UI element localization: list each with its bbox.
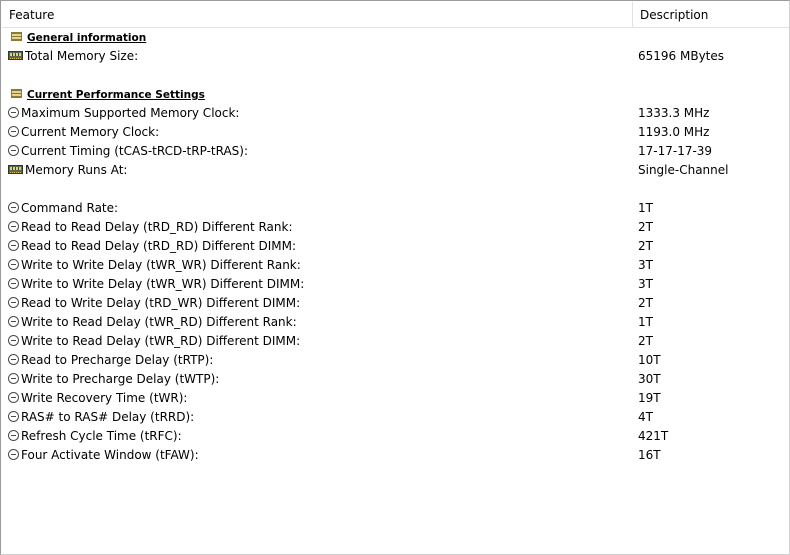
section-icon bbox=[11, 89, 22, 98]
list-item[interactable] bbox=[2, 446, 789, 465]
feature-cell bbox=[8, 351, 213, 370]
list-item[interactable] bbox=[2, 370, 789, 389]
list-item[interactable] bbox=[2, 351, 789, 370]
feature-cell bbox=[8, 218, 293, 237]
feature-cell bbox=[8, 370, 219, 389]
memory-module-icon bbox=[8, 165, 23, 174]
feature-cell bbox=[8, 161, 127, 180]
section-icon bbox=[11, 32, 22, 41]
section-label bbox=[8, 28, 146, 47]
list-item[interactable] bbox=[2, 47, 789, 66]
feature-label: Write to Write Delay (tWR_WR) Different DIMM: bbox=[21, 277, 305, 291]
feature-label: RAS# to RAS# Delay (tRRD): bbox=[21, 410, 195, 424]
timing-circle-icon bbox=[8, 354, 19, 365]
list-item[interactable] bbox=[2, 161, 789, 180]
feature-cell bbox=[8, 408, 194, 427]
description-value: 3T bbox=[638, 258, 653, 272]
description-value: 10T bbox=[638, 353, 661, 367]
description-value: 2T bbox=[638, 239, 653, 253]
feature-cell bbox=[8, 427, 182, 446]
feature-cell bbox=[8, 389, 187, 408]
timing-circle-icon bbox=[8, 449, 19, 460]
section-header-row[interactable] bbox=[2, 85, 789, 104]
timing-circle-icon bbox=[8, 107, 19, 118]
column-header-bar bbox=[2, 2, 789, 28]
feature-cell bbox=[8, 332, 300, 351]
feature-cell bbox=[8, 313, 297, 332]
list-item[interactable] bbox=[2, 218, 789, 237]
feature-cell bbox=[8, 237, 296, 256]
description-value: 2T bbox=[638, 296, 653, 310]
list-item[interactable] bbox=[2, 313, 789, 332]
description-value: 30T bbox=[638, 372, 661, 386]
feature-label: Write to Read Delay (tWR_RD) Different Rank: bbox=[21, 315, 297, 329]
section-title: Current Performance Settings bbox=[27, 89, 205, 101]
feature-label: Read to Read Delay (tRD_RD) Different DIMM: bbox=[21, 239, 296, 253]
feature-label: Four Activate Window (tFAW): bbox=[21, 448, 199, 462]
description-value: 65196 MBytes bbox=[638, 49, 725, 63]
feature-cell bbox=[8, 123, 159, 142]
description-value: 17-17-17-39 bbox=[638, 144, 713, 158]
list-item[interactable] bbox=[2, 237, 789, 256]
timing-circle-icon bbox=[8, 392, 19, 403]
list-item[interactable] bbox=[2, 332, 789, 351]
description-value: 3T bbox=[638, 277, 653, 291]
description-value: 4T bbox=[638, 410, 653, 424]
description-value: 1193.0 MHz bbox=[638, 125, 710, 139]
description-value: 2T bbox=[638, 220, 653, 234]
feature-cell bbox=[8, 294, 300, 313]
section-header-row[interactable] bbox=[2, 28, 789, 47]
feature-label: Refresh Cycle Time (tRFC): bbox=[21, 429, 182, 443]
list-spacer-row bbox=[2, 66, 789, 85]
section-label bbox=[8, 85, 205, 104]
feature-label: Memory Runs At: bbox=[25, 163, 128, 177]
list-item[interactable] bbox=[2, 123, 789, 142]
feature-label: Write to Precharge Delay (tWTP): bbox=[21, 372, 220, 386]
list-item[interactable] bbox=[2, 427, 789, 446]
list-item[interactable] bbox=[2, 142, 789, 161]
list-spacer-row bbox=[2, 180, 789, 199]
feature-cell bbox=[8, 256, 301, 275]
feature-cell bbox=[8, 47, 138, 66]
timing-circle-icon bbox=[8, 278, 19, 289]
description-value: 421T bbox=[638, 429, 669, 443]
column-header-feature[interactable]: Feature bbox=[9, 8, 55, 22]
description-value: 1T bbox=[638, 315, 653, 329]
feature-label: Current Timing (tCAS-tRCD-tRP-tRAS): bbox=[21, 144, 249, 158]
memory-module-icon bbox=[8, 51, 23, 60]
timing-circle-icon bbox=[8, 202, 19, 213]
feature-label: Read to Write Delay (tRD_WR) Different DIMM: bbox=[21, 296, 301, 310]
feature-label: Write Recovery Time (tWR): bbox=[21, 391, 188, 405]
list-item[interactable] bbox=[2, 389, 789, 408]
list-item[interactable] bbox=[2, 408, 789, 427]
feature-label: Read to Precharge Delay (tRTP): bbox=[21, 353, 214, 367]
timing-circle-icon bbox=[8, 335, 19, 346]
feature-label: Write to Read Delay (tWR_RD) Different DIMM: bbox=[21, 334, 301, 348]
feature-cell bbox=[8, 142, 248, 161]
list-item[interactable] bbox=[2, 256, 789, 275]
timing-circle-icon bbox=[8, 259, 19, 270]
list-item[interactable] bbox=[2, 275, 789, 294]
feature-label: Read to Read Delay (tRD_RD) Different Rank: bbox=[21, 220, 293, 234]
section-title: General information bbox=[27, 32, 147, 44]
timing-circle-icon bbox=[8, 430, 19, 441]
timing-circle-icon bbox=[8, 373, 19, 384]
timing-circle-icon bbox=[8, 126, 19, 137]
feature-label: Command Rate: bbox=[21, 201, 119, 215]
feature-label: Total Memory Size: bbox=[25, 49, 139, 63]
list-item[interactable] bbox=[2, 294, 789, 313]
description-value: 1333.3 MHz bbox=[638, 106, 710, 120]
feature-label: Maximum Supported Memory Clock: bbox=[21, 106, 240, 120]
description-value: 2T bbox=[638, 334, 653, 348]
timing-circle-icon bbox=[8, 297, 19, 308]
feature-cell bbox=[8, 104, 239, 123]
feature-cell bbox=[8, 275, 304, 294]
list-item[interactable] bbox=[2, 199, 789, 218]
description-value: 16T bbox=[638, 448, 661, 462]
list-item[interactable] bbox=[2, 104, 789, 123]
timing-circle-icon bbox=[8, 411, 19, 422]
description-value: 1T bbox=[638, 201, 653, 215]
description-value: Single-Channel bbox=[638, 163, 729, 177]
feature-cell bbox=[8, 446, 199, 465]
timing-circle-icon bbox=[8, 240, 19, 251]
timing-circle-icon bbox=[8, 145, 19, 156]
timing-circle-icon bbox=[8, 221, 19, 232]
timing-circle-icon bbox=[8, 316, 19, 327]
column-header-description[interactable]: Description bbox=[632, 2, 790, 27]
feature-label: Current Memory Clock: bbox=[21, 125, 160, 139]
description-value: 19T bbox=[638, 391, 661, 405]
feature-label: Write to Write Delay (tWR_WR) Different Rank: bbox=[21, 258, 301, 272]
feature-cell bbox=[8, 199, 118, 218]
